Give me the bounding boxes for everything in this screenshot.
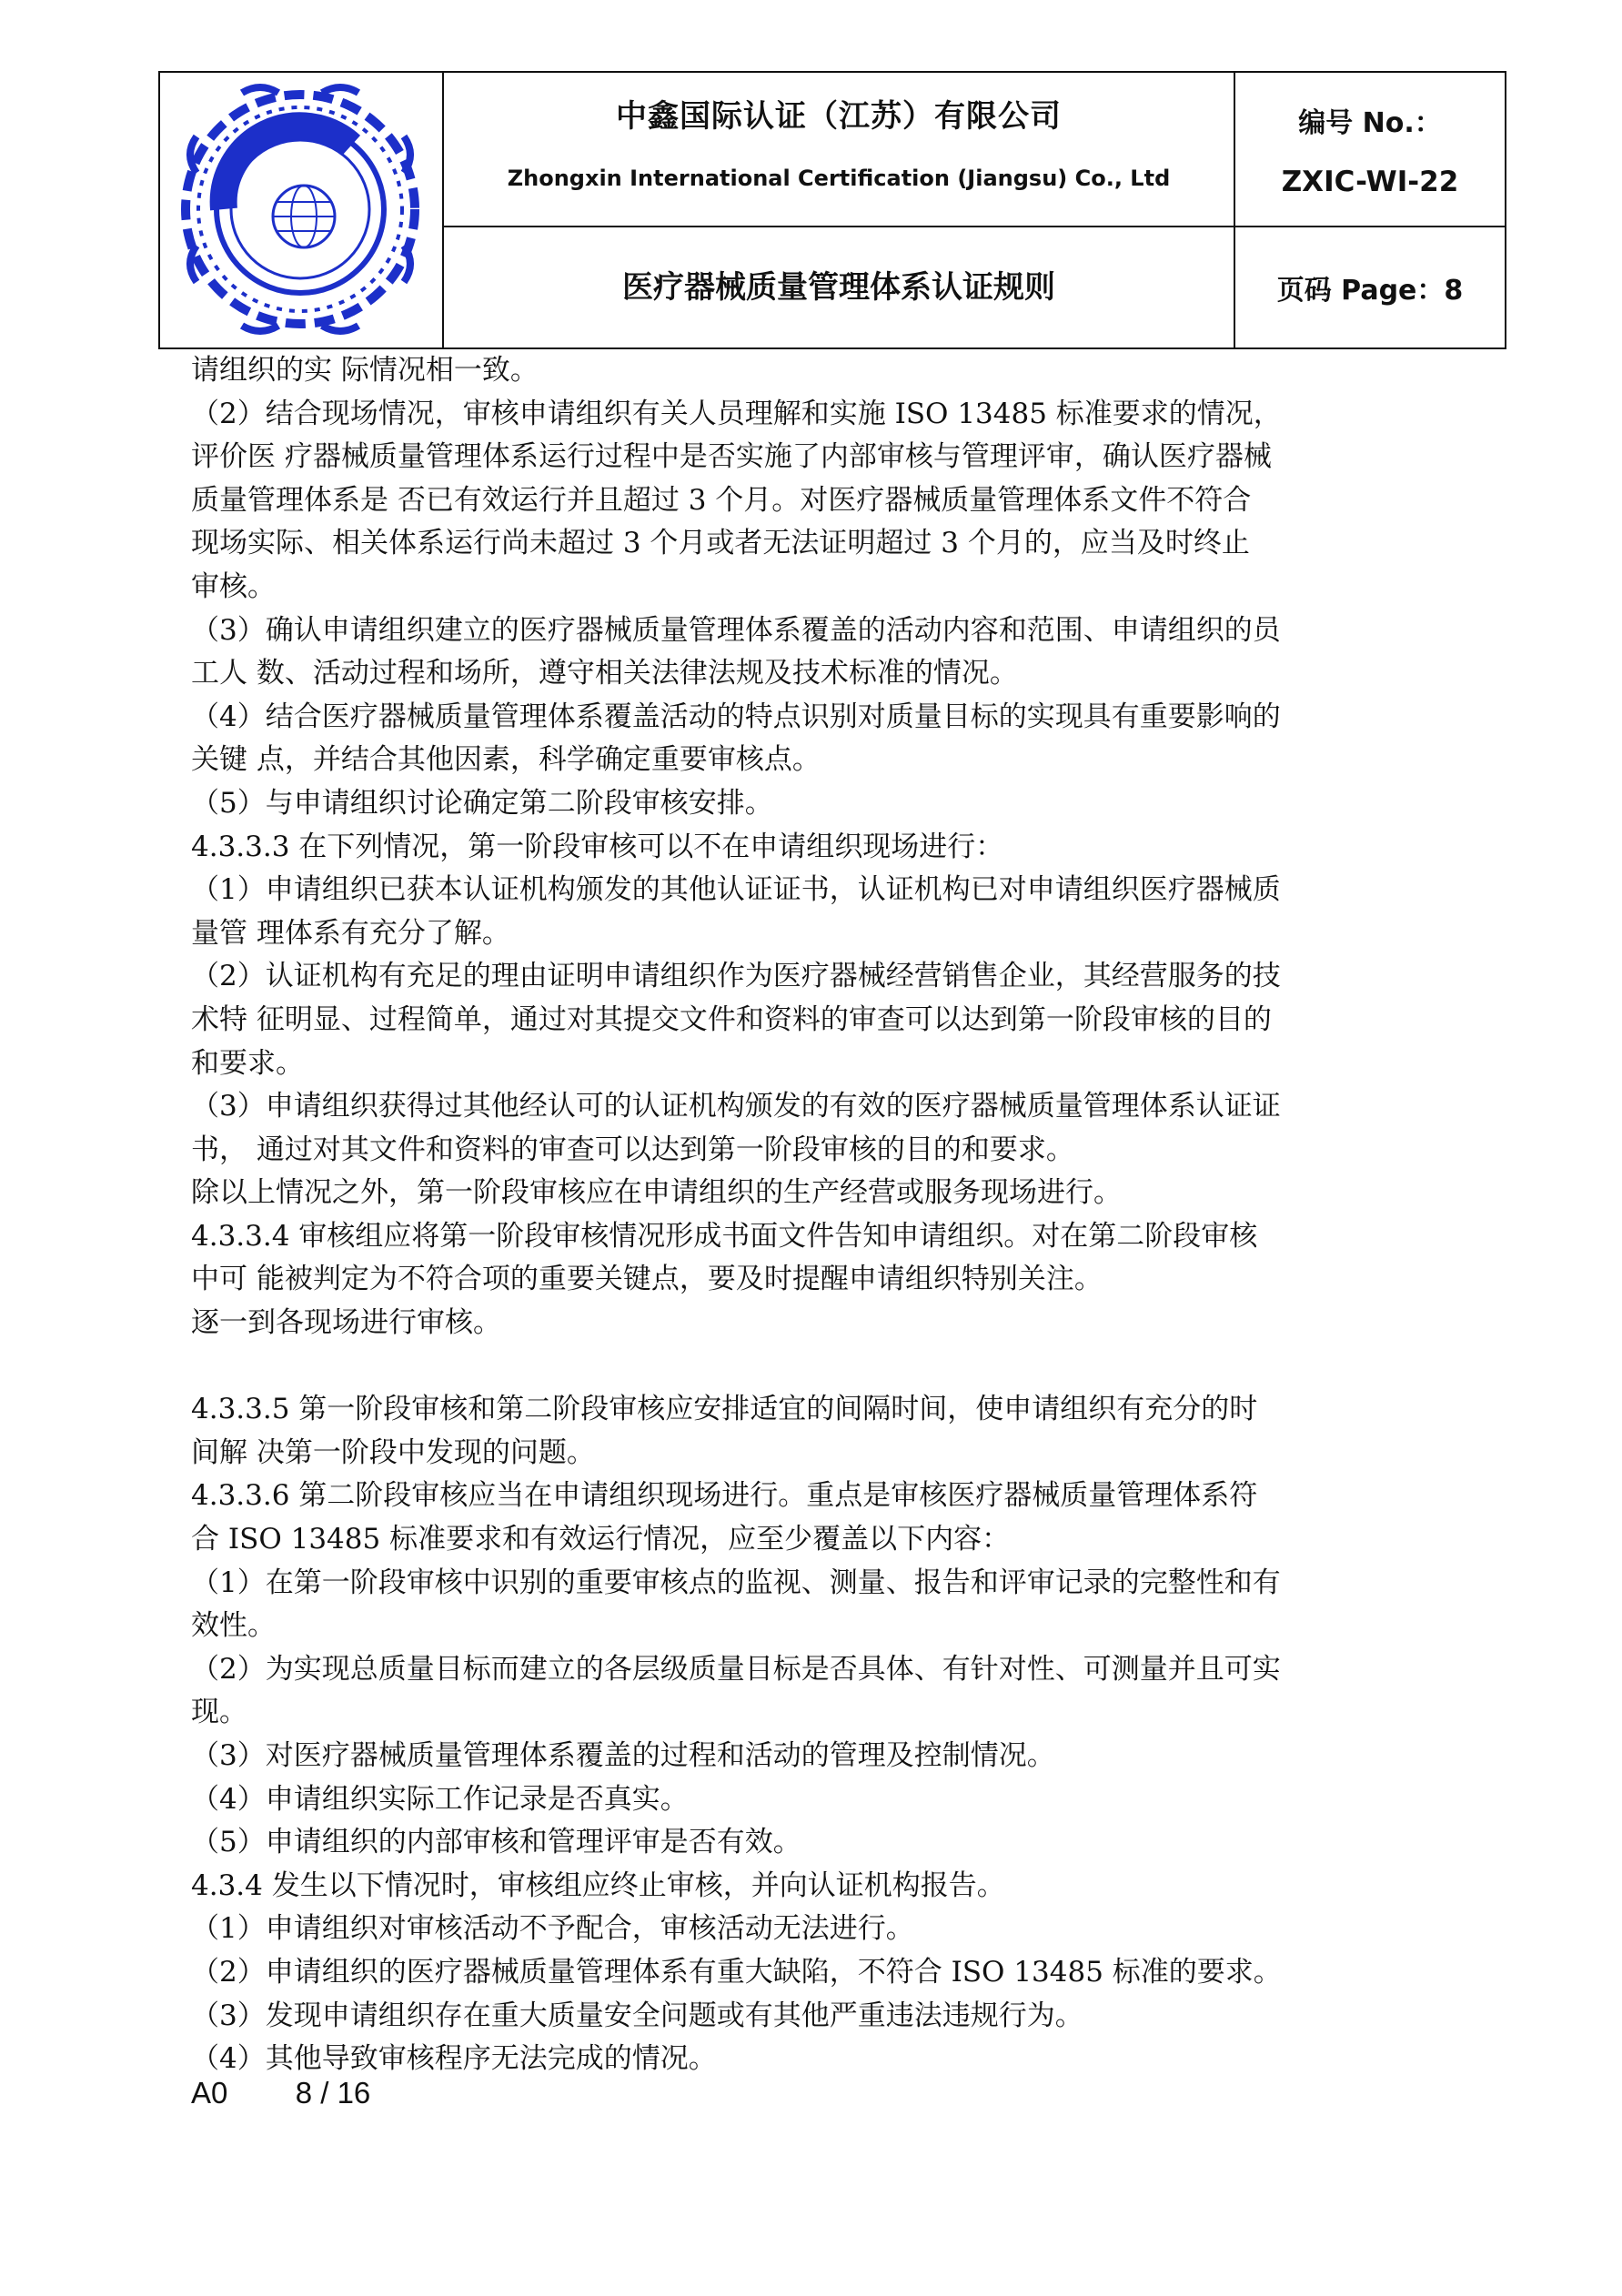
company-block [444, 73, 1234, 227]
body-line: 4.3.4 发生以下情况时，审核组应终止审核，并向认证机构报告。 [191, 1868, 1005, 1902]
page-number-label: 页码 Page：8 [1276, 275, 1464, 307]
body-line: 工人 数、活动过程和场所，遵守相关法律法规及技术标准的情况。 [191, 657, 1018, 690]
body-line: 请组织的实 际情况相一致。 [191, 354, 539, 387]
header-right [1235, 73, 1505, 347]
doc-number-label: 编号 No.： [1298, 107, 1442, 139]
body-line: 审核。 [191, 569, 276, 603]
body-line: （3）对医疗器械质量管理体系覆盖的过程和活动的管理及控制情况。 [191, 1739, 1055, 1772]
body-line: （1）申请组织对审核活动不予配合，审核活动无法进行。 [191, 1912, 914, 1946]
body-line: 4.3.3.4 审核组应将第一阶段审核情况形成书面文件告知申请组织。对在第二阶段审核 [191, 1219, 1258, 1253]
body-line: 间解 决第一阶段中发现的问题。 [191, 1435, 595, 1469]
body-line: 4.3.3.3 在下列情况，第一阶段审核可以不在申请组织现场进行： [191, 830, 1004, 863]
body-line: （5）申请组织的内部审核和管理评审是否有效。 [191, 1826, 801, 1859]
body-line: 量管 理体系有充分了解。 [191, 916, 510, 950]
doc-number-value: ZXIC-WI-22 [1281, 166, 1459, 198]
body-line: 4.3.3.6 第二阶段审核应当在申请组织现场进行。重点是审核医疗器械质量管理体系符 [191, 1479, 1258, 1513]
body-line: 中可 能被判定为不符合项的重要关键点，要及时提醒申请组织特别关注。 [191, 1263, 1103, 1296]
body-line: 术特 征明显、过程简单，通过对其提交文件和资料的审查可以达到第一阶段审核的目的 [191, 1002, 1272, 1036]
body-line: 除以上情况之外，第一阶段审核应在申请组织的生产经营或服务现场进行。 [191, 1176, 1122, 1210]
doc-number-block [1235, 73, 1505, 227]
paragraph-gap [191, 1345, 1465, 1389]
company-name-cn: 中鑫国际认证（江苏）有限公司 [616, 98, 1062, 135]
body-line: 现场实际、相关体系运行尚未超过 3 个月或者无法证明超过 3 个月的，应当及时终止 [191, 527, 1250, 560]
body-line: 质量管理体系是 否已有效运行并且超过 3 个月。对医疗器械质量管理体系文件不符合 [191, 483, 1252, 517]
company-name-en: Zhongxin International Certification (Jiangsu) Co., Ltd [507, 166, 1171, 191]
body-line: （3）申请组织获得过其他经认可的认证机构颁发的有效的医疗器械质量管理体系认证证 [191, 1090, 1281, 1123]
body-line: （4）结合医疗器械质量管理体系覆盖活动的特点识别对质量目标的实现具有重要影响的 [191, 700, 1281, 733]
body-line: 逐一到各现场进行审核。 [191, 1306, 501, 1340]
logo-cell [160, 73, 444, 347]
body-line: 合 ISO 13485 标准要求和有效运行情况，应至少覆盖以下内容： [191, 1523, 1011, 1556]
document-title: 医疗器械质量管理体系认证规则 [622, 269, 1055, 306]
page-footer [191, 2076, 370, 2110]
body-line: （2）申请组织的医疗器械质量管理体系有重大缺陷，不符合 ISO 13485 标准的要求。 [191, 1955, 1282, 1989]
document-body [191, 349, 1465, 2081]
body-line: （3）发现申请组织存在重大质量安全问题或有其他严重违法违规行为。 [191, 1999, 1083, 2032]
body-line: 评价医 疗器械质量管理体系运行过程中是否实施了内部审核与管理评审，确认医疗器械 [191, 440, 1272, 474]
company-logo [160, 73, 440, 346]
body-line: （2）为实现总质量目标而建立的各层级质量目标是否具体、有针对性、可测量并且可实 [191, 1652, 1281, 1686]
document-header-table [158, 71, 1506, 349]
body-line: 和要求。 [191, 1046, 304, 1080]
body-line: （2）结合现场情况，审核申请组织有关人员理解和实施 ISO 13485 标准要求的情况， [191, 397, 1282, 430]
body-line: （5）与申请组织讨论确定第二阶段审核安排。 [191, 786, 773, 820]
body-line: 现。 [191, 1696, 247, 1729]
body-line: 4.3.3.5 第一阶段审核和第二阶段审核应安排适宜的间隔时间，使申请组织有充分的时 [191, 1393, 1258, 1426]
body-line: 效性。 [191, 1609, 276, 1643]
body-line: （4）其他导致审核程序无法完成的情况。 [191, 2042, 717, 2076]
body-line: （2）认证机构有充足的理由证明申请组织作为医疗器械经营销售企业，其经营服务的技 [191, 960, 1281, 993]
header-middle [444, 73, 1235, 347]
revision-code: A0 [191, 2076, 228, 2110]
body-line: 书， 通过对其文件和资料的审查可以达到第一阶段审核的目的和要求。 [191, 1133, 1074, 1166]
body-line: （1）在第一阶段审核中识别的重要审核点的监视、测量、报告和评审记录的完整性和有 [191, 1566, 1281, 1599]
body-line: （3）确认申请组织建立的医疗器械质量管理体系覆盖的活动内容和范围、申请组织的员 [191, 613, 1281, 647]
body-line: （4）申请组织实际工作记录是否真实。 [191, 1782, 689, 1816]
page-count: 8 / 16 [295, 2076, 371, 2110]
body-line: （1）申请组织已获本认证机构颁发的其他认证证书，认证机构已对申请组织医疗器械质 [191, 873, 1281, 907]
body-line: 关键 点，并结合其他因素，科学确定重要审核点。 [191, 743, 821, 777]
